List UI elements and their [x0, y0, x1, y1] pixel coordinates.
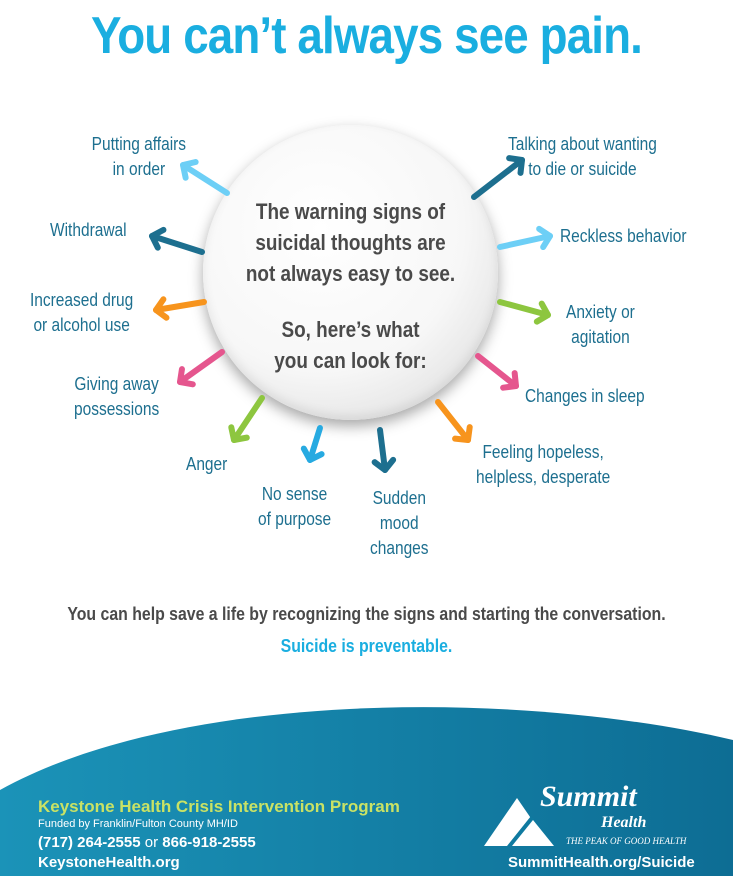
funded-by-text: Funded by Franklin/Fulton County MH/ID — [38, 818, 238, 830]
summit-website-link[interactable]: SummitHealth.org/Suicide — [508, 854, 695, 871]
phone-or: or — [144, 834, 159, 851]
keystone-program-title: Keystone Health Crisis Intervention Program — [38, 797, 400, 816]
page-title: You can’t always see pain. — [90, 7, 643, 65]
sign-changes-sleep: Changes in sleep — [525, 386, 645, 406]
circle-look-for-text: So, here’s what you can look for: — [274, 317, 427, 373]
sign-putting-affairs: Putting affairs in order — [91, 134, 187, 179]
health-logo-text: Health — [601, 814, 647, 831]
help-save-life-text: You can help save a life by recognizing the signs and starting the conversation. — [67, 604, 666, 624]
sign-reckless: Reckless behavior — [560, 226, 687, 246]
sign-withdrawal: Withdrawal — [50, 220, 127, 240]
circle-warning-text: The warning signs of suicidal thoughts are not always easy to see. — [245, 199, 456, 286]
keystone-website-link[interactable]: KeystoneHealth.org — [38, 854, 180, 871]
sign-sudden-mood: Sudden mood changes — [370, 488, 429, 558]
sign-no-sense-purpose: No sense of purpose — [258, 484, 332, 529]
sign-anxiety: Anxiety or agitation — [566, 302, 635, 347]
summit-logo-text: Summit — [540, 780, 637, 813]
suicide-preventable-text: Suicide is preventable. — [280, 636, 453, 656]
sign-increased-drug: Increased drug or alcohol use — [30, 290, 134, 335]
sign-feeling-hopeless: Feeling hopeless, helpless, desperate — [476, 442, 611, 487]
phone-primary[interactable]: (717) 264-2555 — [38, 834, 141, 851]
summit-tagline: THE PEAK OF GOOD HEALTH — [566, 836, 687, 846]
sign-anger: Anger — [186, 454, 228, 474]
phone-numbers — [38, 834, 256, 851]
sign-talking-about: Talking about wanting to die or suicide — [508, 134, 657, 179]
phone-secondary[interactable]: 866-918-2555 — [162, 834, 256, 851]
sign-giving-away: Giving away possessions — [74, 374, 160, 419]
